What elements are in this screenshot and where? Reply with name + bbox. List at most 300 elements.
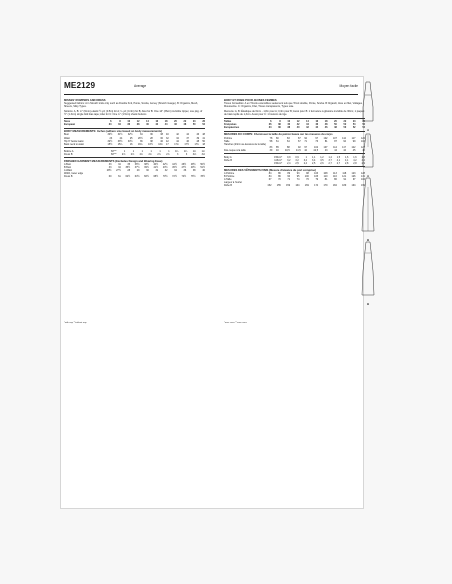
row-label: Robe B <box>224 184 232 188</box>
cell: 1¼ <box>192 149 197 153</box>
cell: 33½ <box>117 139 123 143</box>
row-label: Waist <box>64 136 70 140</box>
cell: 90 <box>287 175 291 179</box>
cell: 97 <box>304 145 308 149</box>
cell: 34 <box>176 136 179 140</box>
cell: 1¼ <box>201 149 205 153</box>
cell: 2,9 <box>361 161 365 165</box>
cell: 58 <box>269 139 273 143</box>
cell: 36½ <box>134 163 140 167</box>
cell: 12 <box>296 120 300 124</box>
cell: 38 <box>160 133 163 137</box>
line-drawing-a-front <box>361 81 375 132</box>
cell: 38 <box>150 139 153 143</box>
cell: 1,4 <box>328 155 332 159</box>
cell: 2¾ <box>139 152 143 156</box>
difficulty-level: Average <box>134 84 147 88</box>
cell: 39 <box>269 148 273 152</box>
cell: 66½ <box>144 175 149 179</box>
cell: 43 <box>324 148 328 152</box>
english-column <box>64 99 205 178</box>
cell: 122 <box>361 136 365 140</box>
cell: 34 <box>139 133 143 137</box>
row-label: B Poitrine <box>224 175 235 179</box>
cell: 3,4 <box>303 158 308 162</box>
cell: 92 <box>304 136 308 140</box>
dress-back-sketch <box>361 241 375 297</box>
cell: 8 <box>119 120 121 124</box>
cell: 105 <box>314 175 319 179</box>
cell: 117 <box>342 145 346 149</box>
english-heading: MISSES' ROMPERS AND DRESS <box>64 99 106 102</box>
row-label: Body A <box>224 155 232 159</box>
cell: 50 <box>334 123 337 127</box>
cell: 20 <box>334 120 337 124</box>
divider <box>224 118 365 119</box>
row-label: Dress B <box>64 152 73 156</box>
row-label: Françaises <box>224 123 237 127</box>
body-measurements-table-fr <box>224 137 365 152</box>
cell: 37 <box>186 136 189 140</box>
cell: 150cm* <box>274 155 283 159</box>
difficulty-level-fr: Moyen facile <box>339 84 358 88</box>
cell: 194 <box>351 184 356 188</box>
cell: 48 <box>196 139 200 143</box>
cell: 35 <box>127 163 131 167</box>
cell: 42 <box>166 139 169 143</box>
cell: 33 <box>108 163 112 167</box>
cell: 85 <box>275 145 279 149</box>
row-label: Taille <box>224 139 230 143</box>
cell: 123 <box>351 172 356 176</box>
cell: 41½ <box>153 166 159 170</box>
view-label: A <box>367 175 369 178</box>
cell: 40 <box>202 169 205 173</box>
cell: 31 <box>155 169 159 173</box>
cell: 27½ <box>116 169 121 173</box>
cell: 40 <box>160 139 163 143</box>
cell: 50½ <box>200 163 205 167</box>
cell: 26 <box>362 120 365 124</box>
cell: 42 <box>296 123 300 127</box>
cell: 46 <box>324 126 328 130</box>
divider <box>224 153 365 154</box>
cell: 83 <box>287 136 290 140</box>
cell: 48 <box>334 126 337 130</box>
cell: 17 <box>166 142 169 146</box>
cell: 54 <box>362 126 365 130</box>
cell: 20 <box>174 120 177 124</box>
row-label: Sizes <box>64 120 71 124</box>
cell: 3,4 <box>311 158 316 162</box>
cell: 38 <box>192 169 196 173</box>
cell: 28½ <box>106 169 112 173</box>
view-label: B <box>367 239 369 242</box>
cell: 32½ <box>107 139 113 143</box>
table-row <box>224 162 365 165</box>
cell: 44 <box>315 126 319 130</box>
cell: 2,8 <box>345 161 349 165</box>
row-label: Dos-nuque à la taille <box>224 148 246 152</box>
cell: 72½ <box>172 175 177 179</box>
cell: 30 <box>146 169 149 173</box>
cell: 40 <box>287 123 291 127</box>
cell: 28 <box>127 169 131 173</box>
cell: 102 <box>323 136 328 140</box>
cell: 97 <box>315 136 319 140</box>
cell: 39½ <box>144 166 149 170</box>
finished-measurements-table-fr <box>224 172 365 187</box>
pattern-envelope-back <box>60 76 369 509</box>
cell: 4,1 <box>336 158 341 162</box>
cell: 60 <box>108 175 112 179</box>
cell: 44 <box>334 148 337 152</box>
cell: 16¾ <box>158 142 163 146</box>
finished-measurements-table <box>64 163 205 178</box>
cell: 24 <box>119 136 123 140</box>
cell: 34 <box>268 126 272 130</box>
cell: 40 <box>146 123 149 127</box>
divider <box>224 166 365 167</box>
cell: 83 <box>269 145 273 149</box>
cell: 2,8 <box>353 161 357 165</box>
cell: 110 <box>323 175 328 179</box>
cell: 52 <box>202 123 205 127</box>
cell: 36 <box>127 123 131 127</box>
cell: 3⅛ <box>201 152 205 156</box>
cell: 31½ <box>117 133 123 137</box>
cell: 159 <box>286 184 291 188</box>
cell: 3,5 <box>320 158 324 162</box>
cell: 115cm* <box>274 158 283 162</box>
cell: 16 <box>315 120 319 124</box>
row-label: Bodice A <box>64 149 74 153</box>
notions-text-fr: Mercerie: A, B: Élastique de 6mm - 1,8m pour A; 0,3m pour B; Aussi pour B: 1 fermeture à glissière invisible de 36cm; 1 paquet de biais replié de 1,3cm. Aussi pour C: 1 boutons de tige. <box>224 109 365 116</box>
cell: 48 <box>324 123 328 127</box>
cell: 68½ <box>153 175 159 179</box>
cell: 6 <box>270 120 272 124</box>
cell: 54 <box>352 123 356 127</box>
cell: 87 <box>298 136 301 140</box>
cell: 42 <box>176 133 179 137</box>
cell: 44 <box>343 148 346 152</box>
cell: 35½ <box>125 166 131 170</box>
cell: 24 <box>192 120 196 124</box>
cell: 41,5 <box>296 148 301 152</box>
row-label: Tailles <box>224 120 232 124</box>
cell: 103 <box>314 172 319 176</box>
cell: 14 <box>306 120 309 124</box>
cell: 18 <box>202 142 205 146</box>
cell: 3,7 <box>328 158 332 162</box>
cell: 95 <box>296 175 300 179</box>
row-label: Width, lower edge <box>64 172 84 176</box>
cell: 52 <box>352 126 356 130</box>
cell: 17¾ <box>194 142 200 146</box>
cell: 46 <box>196 133 200 137</box>
cell: 46½ <box>181 163 187 167</box>
cell: 64½ <box>134 175 140 179</box>
row-label: European <box>64 123 76 127</box>
cell: 32 <box>164 169 168 173</box>
cell: 71 <box>304 139 308 143</box>
divider <box>224 131 365 132</box>
cell: 2⅝ <box>130 152 135 156</box>
cell: 1 <box>159 149 161 153</box>
cell: 67 <box>268 178 272 182</box>
cell: 102 <box>314 145 319 149</box>
cell: 12 <box>136 120 140 124</box>
cell: 26½ <box>137 136 143 140</box>
cell: 131 <box>361 175 365 179</box>
cell: 1,6 <box>353 155 357 159</box>
cell: 38½ <box>144 163 149 167</box>
cell: 78½ <box>200 175 205 179</box>
cell: 121 <box>342 175 347 179</box>
table-row <box>224 126 365 129</box>
cell: 126 <box>351 175 356 179</box>
cell: 32½ <box>127 133 133 137</box>
cell: 46 <box>362 148 365 152</box>
cell: 152 <box>267 184 272 188</box>
cell: 61 <box>275 139 279 143</box>
cell: 97 <box>352 178 356 182</box>
cell: 80 <box>275 136 279 140</box>
cell: 42,5 <box>313 148 319 152</box>
row-label: Européennes <box>224 126 240 130</box>
cell: 26 <box>202 120 205 124</box>
cell: 16½ <box>148 142 153 146</box>
table-row <box>64 123 205 126</box>
cell: 60"** <box>111 149 117 153</box>
cell: 67 <box>298 139 301 143</box>
cell: 2,7 <box>328 161 332 165</box>
cell: 128 <box>361 172 365 176</box>
cell: 199 <box>361 184 365 188</box>
cell: 84 <box>268 172 272 176</box>
cell: 102 <box>361 178 365 182</box>
cell: 14 <box>146 120 149 124</box>
cell: 42½ <box>162 163 168 167</box>
cell: 0,9 <box>295 155 299 159</box>
cell: 76 <box>315 139 319 143</box>
cell: 42 <box>306 126 309 130</box>
cell: 17½ <box>184 142 189 146</box>
cell: 86 <box>334 178 337 182</box>
cell: 46 <box>186 139 189 143</box>
cell: 10 <box>127 120 131 124</box>
cell: 43½ <box>162 166 168 170</box>
cell: 1¼ <box>175 149 179 153</box>
row-label: Hip 9" below waist <box>64 139 84 143</box>
cell: 15¾ <box>117 142 123 146</box>
cell: 52 <box>343 123 347 127</box>
header-bar <box>64 81 358 95</box>
cell: 164 <box>295 184 300 188</box>
cell: 116 <box>333 175 337 179</box>
cell: 60"** <box>111 152 117 156</box>
cell: 34½ <box>127 139 133 143</box>
line-drawing-b-back <box>361 241 375 306</box>
cell: 81 <box>324 178 328 182</box>
size-table-fr <box>224 120 365 129</box>
cell: 44½ <box>172 163 177 167</box>
table-row <box>64 143 205 146</box>
finished-measurements-heading: FINISHED GARMENT MEASUREMENTS (Excludes Design and Wearing Ease) <box>64 159 163 163</box>
romper-back-sketch <box>361 133 375 169</box>
cell: 45 <box>352 148 356 152</box>
cell: 16 <box>155 120 159 124</box>
cell: 1,8 <box>361 155 365 159</box>
cell: 4,2 <box>361 158 365 162</box>
cell: 3,2 <box>287 158 291 162</box>
cell: 104 <box>361 139 365 143</box>
cell: 51½ <box>200 166 205 170</box>
cell: 36 <box>183 169 187 173</box>
cell: 1,6 <box>345 155 349 159</box>
cell: 40,5 <box>285 148 290 152</box>
cell: 74 <box>296 178 300 182</box>
row-label: Bust <box>64 133 69 137</box>
cell: 76½ <box>190 175 196 179</box>
cell: 2⅞ <box>166 152 170 156</box>
cell: 113 <box>333 172 337 176</box>
cell: 40 <box>166 133 169 137</box>
cell: 107 <box>332 136 337 140</box>
cell: 3 <box>177 152 179 156</box>
row-label: Back neck to waist <box>64 142 84 146</box>
cell: 30½ <box>107 133 113 137</box>
cell: 24 <box>352 120 356 124</box>
cell: 38 <box>278 123 281 127</box>
cell: 127 <box>361 145 365 149</box>
cell: 34 <box>174 169 177 173</box>
cell: 2⅝ <box>121 152 126 156</box>
cell: 42 <box>155 123 159 127</box>
cell: 88 <box>287 145 290 149</box>
cell: 155 <box>276 184 281 188</box>
french-heading: BODY ET ROBE POUR JEUNES FEMMES <box>224 99 277 102</box>
cell: 87 <box>334 139 337 143</box>
cell: 118 <box>342 172 347 176</box>
cell: 40 <box>296 126 300 130</box>
view-label: B <box>367 303 369 306</box>
cell: 184 <box>332 184 337 188</box>
cell: 38 <box>287 126 291 130</box>
divider <box>64 147 205 148</box>
cell: 56 <box>362 123 365 127</box>
cell: 6 <box>110 120 112 124</box>
cell: 3 <box>185 152 188 156</box>
cell: 40½ <box>153 163 159 167</box>
cell: 50 <box>202 139 205 143</box>
pattern-code: ME2129 <box>64 81 96 90</box>
body-measurements-heading-fr: MESURES DU CORPS: Choisissez la taille du patron basée sur les mesures du corps <box>224 133 333 137</box>
cell: 46 <box>174 123 177 127</box>
cell: 37½ <box>134 166 140 170</box>
cell: 189 <box>342 184 347 188</box>
cell: 79 <box>315 178 319 182</box>
table-row <box>224 149 365 152</box>
cell: 42 <box>304 148 308 152</box>
cell: 36 <box>150 133 153 137</box>
divider <box>64 128 205 129</box>
cell: 98 <box>306 172 309 176</box>
cell: 76 <box>306 178 309 182</box>
body-measurements-heading: BODY MEASUREMENTS: Inches (adhere size based on body measurements) <box>64 130 163 134</box>
cell: 25 <box>129 136 133 140</box>
cell: 15½ <box>107 142 113 146</box>
cell: 34 <box>118 123 121 127</box>
table-row <box>224 184 365 187</box>
cell: 150cm* <box>274 161 283 165</box>
cell: 33 <box>108 166 112 170</box>
cell: 89 <box>287 172 291 176</box>
cell: 3,2 <box>295 158 299 162</box>
cell: 32 <box>166 136 169 140</box>
row-label: A Bust <box>64 163 71 167</box>
row-label: Hanches (23cm au-dessous de la taille) <box>224 142 266 146</box>
row-label <box>224 162 262 165</box>
cell: 29 <box>136 169 140 173</box>
cell: 1¼ <box>183 149 188 153</box>
table-row <box>64 153 205 156</box>
cell: 3⅛ <box>192 152 197 156</box>
cell: 122 <box>351 145 356 149</box>
notions-text: Notions: A, B: ¼" (6mm) elastic ½ yd; (0.5m) for A; ¼ yd; (0.3m) for B; Also for B: One 14" (36cm) invisible zipper, one pkg. of ½" (1.3cm) single fold bias tape; Also for C: One ¾" (1.5cm) shank buttons <box>64 109 203 116</box>
cell: 44 <box>306 123 309 127</box>
cell: 2¾ <box>148 152 152 156</box>
divider <box>64 157 205 158</box>
cell: 4,1 <box>345 158 349 162</box>
row-label: B Bust <box>64 166 72 170</box>
yardage-table-fr <box>224 156 365 165</box>
cell: 1,5 <box>336 155 341 159</box>
cell: 91 <box>343 178 347 182</box>
cell: 44 <box>164 123 168 127</box>
cell: 36 <box>278 126 281 130</box>
cell: 100 <box>304 175 309 179</box>
cell: 1 <box>141 149 143 153</box>
cell: 174 <box>314 184 319 188</box>
cell: 45½ <box>172 166 177 170</box>
cell: 44 <box>186 133 189 137</box>
cell: 2,5 <box>311 161 316 165</box>
cell: 61 <box>118 175 121 179</box>
cell: 46 <box>315 123 319 127</box>
cell: 1 <box>168 149 170 153</box>
cell: 84 <box>268 175 272 179</box>
cell: 2,4 <box>287 161 291 165</box>
romper-front-sketch <box>361 81 375 123</box>
cell: 1 <box>305 155 308 159</box>
cell: 169 <box>304 184 309 188</box>
footnote-fr: *avec sens **sans sens <box>224 322 247 324</box>
french-column <box>224 99 365 187</box>
cell: 48 <box>183 123 187 127</box>
row-label: Robe B <box>224 158 232 162</box>
cell: 48 <box>202 133 205 137</box>
cell: 0,9 <box>287 155 291 159</box>
cell: 8 <box>279 120 281 124</box>
footnote: *with nap **without nap <box>64 322 87 324</box>
cell: 70 <box>278 178 281 182</box>
line-drawing-b-front <box>361 177 375 242</box>
cell: 1 <box>132 149 135 153</box>
cell: 1,1 <box>311 155 316 159</box>
table-row <box>64 175 205 178</box>
cell: 40 <box>275 148 279 152</box>
